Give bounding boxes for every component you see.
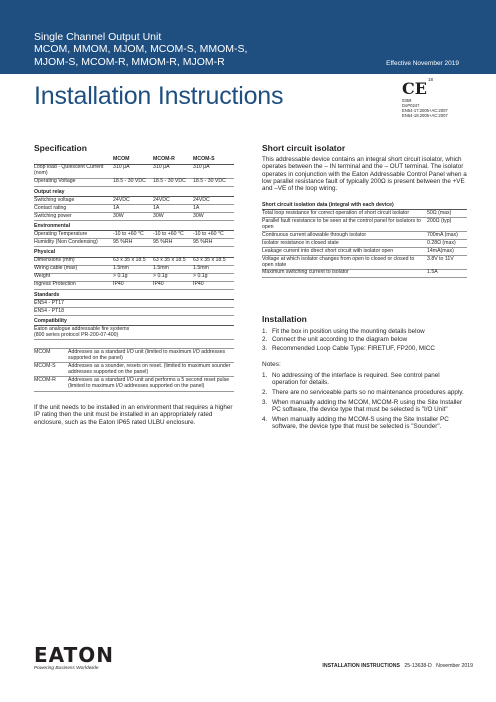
table-row: Parallel fault resistance to be seen at the control panel for isolators to open 200Ω (typ) <box>262 218 467 232</box>
table-row: Contact rating 1A 1A 1A <box>34 205 234 213</box>
ce-year: 18 <box>428 77 434 82</box>
table-row: MCOM-R Addresses as a standard I/O unit and performs a 5 second reset pulse (limited to maximum I/O addresses supported on the panel) <box>34 376 234 391</box>
list-item: 1. No addressing of the interface is required. See control panel operation for details. <box>262 372 440 387</box>
header-line-3: MJOM-S, MCOM-R, MMOM-R, MJOM-R <box>34 56 225 68</box>
specification-table <box>34 157 234 340</box>
section-label: Physical <box>34 250 234 257</box>
table-row: Operating Temperature -10 to +60 °C -10 to +60 °C -10 to +60 °C <box>34 231 234 239</box>
short-circuit-description: This addressable device contains an integral short circuit isolator, which operates between the – IN terminal and the – OUT terminal. The isolator operates in conjunction with the Eaton Addressable Control Panel when a low parallel resistance fault of typically 200Ω is present between the +VE and –VE of the loop wiring. <box>262 156 467 193</box>
page-footer <box>322 663 473 669</box>
table-row: EN54 - PT18 <box>34 308 234 316</box>
table-row: Total loop resistance for correct operation of short circuit isolator 50Ω (max) <box>262 210 467 218</box>
effective-date: Effective November 2019 <box>386 60 459 67</box>
list-item: 3. When manually adding the MCOM, MCOM-R using the Site Installer PC software, the device type that must be selected is "I/O Unit" <box>262 398 463 413</box>
logo-wordmark: EATON <box>34 643 114 667</box>
model-descriptions <box>34 348 234 392</box>
table-row: Switching power 30W 30W 30W <box>34 213 234 221</box>
ce-line-1: 0359 <box>402 98 412 103</box>
table-row: Operating Voltage 18.5 - 30 VDC 18.5 - 30 VDC 18.5 - 30 VDC <box>34 179 234 187</box>
installation-steps <box>262 328 467 353</box>
specification-heading: Specification <box>34 143 87 153</box>
table-row: Switching voltage 24VDC 24VDC 24VDC <box>34 197 234 205</box>
table-row: Maximum switching current to isolator 1.5A <box>262 270 467 278</box>
table-row: Dimensions (mm) 63 x 35 x 18.5 63 x 35 x 18.5 63 x 35 x 18.5 <box>34 258 234 266</box>
section-label: Environmental <box>34 224 234 231</box>
list-item: 2. Connect the unit according to the diagram below <box>262 336 408 344</box>
footer-label: INSTALLATION INSTRUCTIONS <box>322 663 401 669</box>
header-line-1: Single Channel Output Unit <box>34 31 162 43</box>
installation-heading: Installation <box>262 314 307 324</box>
header-line-2: MCOM, MMOM, MJOM, MCOM-S, MMOM-S, <box>34 43 248 55</box>
table-row: Wiring cable (max) 1.5mm 1.5mm 1.5mm <box>34 266 234 274</box>
footer-code: 25-13638-D <box>404 663 432 669</box>
eaton-logo <box>34 643 114 671</box>
notes-list <box>262 372 467 433</box>
table-row: EN54 - PT17 <box>34 300 234 308</box>
table-row: Loop load - Quiescent Current (nom) 310 μA 310 μA 310 μA <box>34 165 234 179</box>
table-row: MCOM Addresses as a standard I/O unit (limited to maximum I/O addresses supported on the panel) <box>34 348 234 362</box>
section-label: Compatibility <box>34 319 234 326</box>
logo-tagline: Powering Business Worldwide <box>34 666 99 671</box>
section-label: Standards <box>34 293 234 300</box>
list-item: 1. Fit the box in position using the mounting details below <box>262 328 425 335</box>
table-row: Ingress Protection IP40 IP40 IP40 <box>34 282 234 290</box>
notes-heading: Notes: <box>262 361 281 368</box>
column-header: MCOM-R <box>153 156 175 162</box>
table-row: Eaton analogue addressable fire systems (800 series protocol PR-200-07-400) <box>34 326 234 340</box>
list-item: 4. When manually adding the MCOM-S using the Site Installer PC software, the device type that must be selected is "Sounder". <box>262 415 449 430</box>
isolation-data-table <box>262 203 467 278</box>
header-banner <box>0 0 496 74</box>
table-row: Leakage current into direct short circuit with isolator open 14mA(max) <box>262 248 467 256</box>
ce-line-2: DoP0247 <box>402 103 420 108</box>
column-header: MCOM <box>113 156 130 162</box>
table-row: Voltage at which isolator changes from open to closed or closed to open state 3.8V to 11V <box>262 256 467 270</box>
ce-mark-icon: CE <box>402 79 427 98</box>
table-row: Continuous current allowable through isolator 700mA (max) <box>262 232 467 240</box>
list-item: 3. Recommended Loop Cable Type: FIRETUF, FP200, MICC <box>262 344 435 352</box>
section-label: Output relay <box>34 190 234 197</box>
table-row: MCOM-S Addresses as a sounder, resets on reset. (limited to maximum sounder addresses supported on the panel) <box>34 362 234 376</box>
footer-date: November 2019 <box>436 663 473 669</box>
column-header: MCOM-S <box>193 156 215 162</box>
table-row: Humidity (Non Condensing) 95 %RH 95 %RH 95 %RH <box>34 239 234 247</box>
table-row: Weight > 0.1g > 0.1g > 0.1g <box>34 274 234 282</box>
list-item: 2. There are no serviceable parts so no maintenance procedures apply. <box>262 388 464 396</box>
ce-line-3: EN54-17:2005+AC:2007 <box>402 108 448 113</box>
table-row: Isolator resistance in closed state 0.28Ω (max) <box>262 240 467 248</box>
page-title: Installation Instructions <box>34 82 284 110</box>
short-circuit-heading: Short circuit isolator <box>262 143 346 153</box>
ce-certification <box>402 79 458 118</box>
ce-line-4: EN54-18:2005+AC:2007 <box>402 113 448 118</box>
isolation-table-title: Short circuit isolation data (integral with each device) <box>262 203 467 210</box>
ip-rating-note: If the unit needs to be installed in an environment that requires a higher IP rating then the unit must be installed in an appropriately rated enclosure, such as the Eaton IP65 rated ULBU enclosure. <box>34 404 233 426</box>
